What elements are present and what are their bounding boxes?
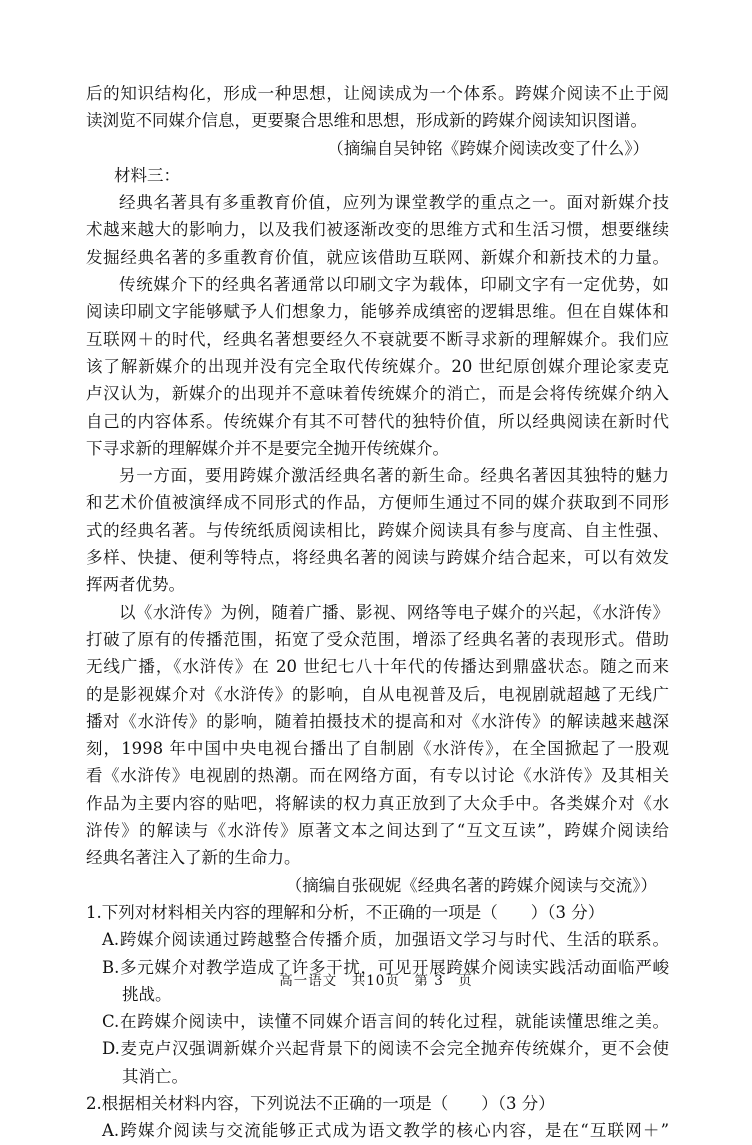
text-line: 多样、快捷、便利等特点，将经典名著的阅读与跨媒介结合起来，可以有效发 [86, 548, 669, 568]
text-line: 发掘经典名著的多重教育价值，就应该借助互联网、新媒介和新技术的力量。 [86, 247, 669, 267]
text-line: 的是影视媒介对《水浒传》的影响，自从电视普及后，电视剧就超越了无线广 [86, 684, 669, 704]
text-line: 术越来越大的影响力，以及我们被逐渐改变的思维方式和生活习惯，想要继续 [86, 220, 669, 240]
text-line: 阅读印刷文字能够赋予人们想象力，能够养成缜密的逻辑思维。但在自媒体和 [86, 302, 669, 322]
material3-source: （摘编自张砚妮《经典名著的跨媒介阅读与交流》） [285, 875, 657, 895]
option-a: A.跨媒介阅读通过跨越整合传播介质，加强语文学习与时代、生活的联系。 [102, 930, 669, 950]
text-line: 和艺术价值被演绎成不同形式的作品，方便师生通过不同的媒介获取到不同形 [86, 493, 669, 513]
option-b: B.多元媒介对教学造成了许多干扰，可见开展跨媒介阅读实践活动面临严峻 [102, 957, 669, 977]
material3-paragraph-3 [86, 462, 669, 598]
text-line: 看《水浒传》电视剧的热潮。而在网络方面，有专以讨论《水浒传》及其相关 [86, 766, 669, 786]
text-line: 卢汉认为，新媒介的出现并不意味着传统媒介的消亡，而是会将传统媒介纳入 [86, 384, 669, 404]
question-stem: 1.下列对材料相关内容的理解和分析，不正确的一项是（ ）（3 分） [86, 902, 605, 922]
intro-line: 后的知识结构化，形成一种思想，让阅读成为一个体系。跨媒介阅读不止于阅 [86, 84, 669, 103]
text-line: 经典名著注入了新的生命力。 [86, 848, 301, 868]
text-line: 浒传》的解读与《水浒传》原著文本之间达到了“互文互读”，跨媒介阅读给 [86, 821, 669, 841]
text-line: 该了解新媒介的出现并没有完全取代传统媒介。20 世纪原创媒介理论家麦克 [86, 356, 669, 376]
material3-paragraph-1 [86, 189, 669, 271]
text-line: 传统媒介下的经典名著通常以印刷文字为载体，印刷文字有一定优势，如 [119, 275, 669, 295]
material3-paragraph-2 [86, 271, 669, 462]
text-line: 经典名著具有多重教育价值，应列为课堂教学的重点之一。面对新媒介技 [119, 193, 669, 213]
option-b-continued: 挑战。 [122, 984, 172, 1004]
material3-label: 材料三： [114, 165, 180, 185]
text-line: 无线广播，《水浒传》在 20 世纪七八十年代的传播达到鼎盛状态。随之而来 [86, 657, 669, 677]
material3-paragraph-4 [86, 599, 669, 872]
text-line: 以《水浒传》为例，随着广播、影视、网络等电子媒介的兴起，《水浒传》 [119, 602, 669, 622]
text-line: 打破了原有的传播范围，拓宽了受众范围，增添了经典名著的表现形式。借助 [86, 629, 669, 649]
text-line: 播对《水浒传》的影响，随着拍摄技术的提高和对《水浒传》的解读越来越深 [86, 711, 669, 731]
option-d-continued: 其消亡。 [122, 1066, 188, 1086]
text-line: 刻，1998 年中国中央电视台播出了自制剧《水浒传》，在全国掀起了一股观 [86, 739, 669, 759]
question-stem: 2.根据相关材料内容，下列说法不正确的一项是（ ）（3 分） [86, 1093, 555, 1113]
option-c: C.在跨媒介阅读中，读懂不同媒介语言间的转化过程，就能读懂思维之美。 [102, 1012, 669, 1032]
intro-source: （摘编自吴钟铭《跨媒介阅读改变了什么》） [327, 138, 649, 158]
text-line: 作品为主要内容的贴吧，将解读的权力真正放到了大众手中。各类媒介对《水 [86, 793, 669, 813]
option-a: A.跨媒介阅读与交流能够正式成为语文教学的核心内容，是在“互联网＋” [102, 1121, 669, 1141]
question-2 [86, 1090, 669, 1145]
text-line: 互联网＋的时代，经典名著想要经久不衰就要不断寻求新的理解媒介。我们应 [86, 329, 669, 349]
text-line: 挥两者优势。 [86, 575, 185, 595]
text-line: 下寻求新的理解媒介并不是要完全抛开传统媒介。 [86, 438, 449, 458]
page-footer: 高一语文 共10页 第 3 页 [279, 973, 473, 989]
intro-line: 读浏览不同媒介信息，更要聚合思维和思想，形成新的跨媒介阅读知识图谱。 [86, 111, 647, 131]
question-1 [86, 899, 669, 1090]
text-line: 另一方面，要用跨媒介激活经典名著的新生命。经典名著因其独特的魅力 [119, 466, 669, 486]
text-line: 式的经典名著。与传统纸质阅读相比，跨媒介阅读具有参与度高、自主性强、 [86, 520, 669, 540]
text-line: 自己的内容体系。传统媒介有其不可替代的独特价值，所以经典阅读在新时代 [86, 411, 669, 431]
option-d: D.麦克卢汉强调新媒介兴起背景下的阅读不会完全抛弃传统媒介，更不会使 [102, 1039, 669, 1059]
